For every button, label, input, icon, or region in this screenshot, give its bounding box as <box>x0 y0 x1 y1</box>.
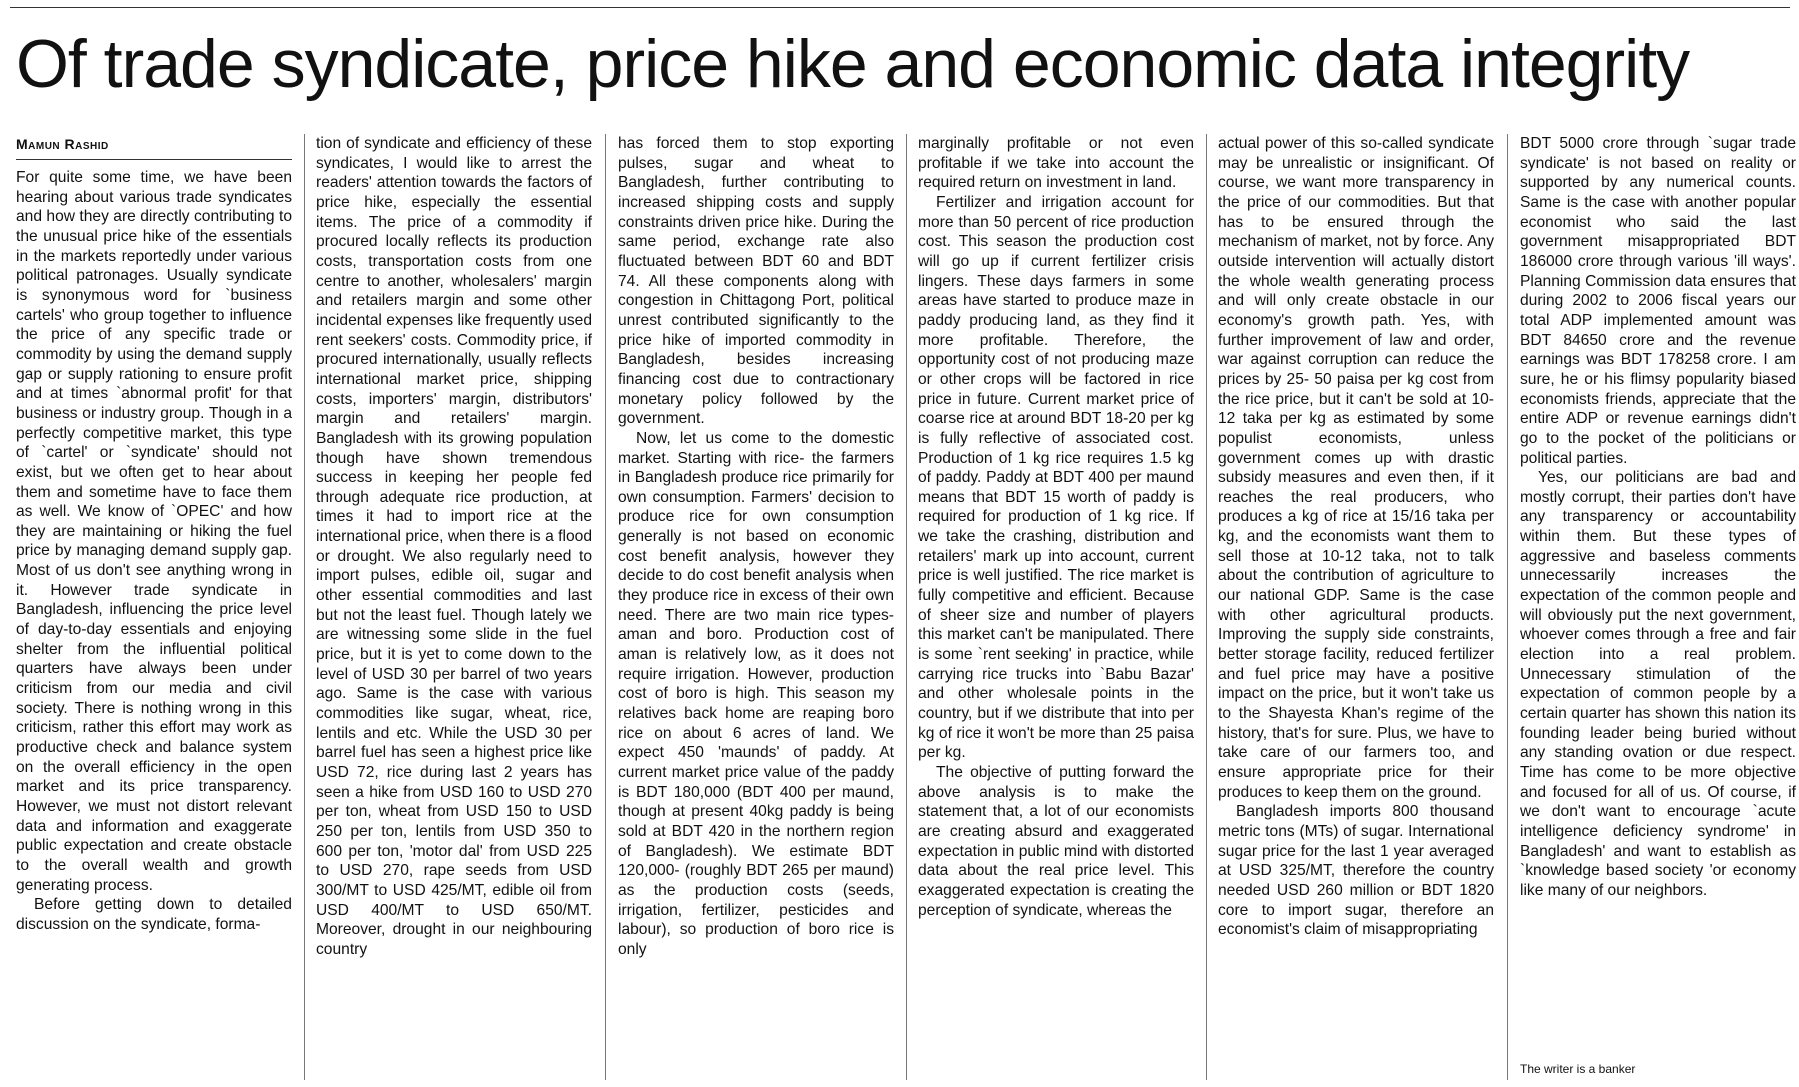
paragraph: Before getting down to detailed discussion on the syndicate, forma- <box>16 896 292 933</box>
article-column-4 <box>918 134 1194 1078</box>
top-rule <box>10 7 1790 8</box>
column-divider <box>1507 134 1508 1080</box>
article-column-3 <box>618 134 894 1078</box>
paragraph: Fertilizer and irrigation account for more than 50 percent of rice production cost. This season the production cost will go up if current fertilizer crisis lingers. These days farmers in some areas have started to produce maze in paddy producing land, as they find it more profitable. Therefore, the opportunity cost of not producing maze or other crops will be factored in rice price in future. Current market price of coarse rice at around BDT 18-20 per kg is fully reflective of associated cost. Production of 1 kg rice requires 1.5 kg of paddy. Paddy at BDT 400 per maund means that BDT 15 worth of paddy is required for production of 1 kg rice. If we take the crashing, distribution and retailers' mark up into account, current price is well justified. The rice market is fully competitive and efficient. Because of sheer size and number of players this market can't be manipulated. There is some `rent seeking' in practice, while carrying rice trucks into `Babu Bazar' and other wholesale points in the country, but if we distribute that into per kg of rice it won't be more than 25 paisa per kg. <box>918 193 1194 762</box>
article-column-5 <box>1218 134 1494 1078</box>
headline: Of trade syndicate, price hike and economic data integrity <box>16 26 1690 102</box>
paragraph: For quite some time, we have been hearing about various trade syndicates and how they are directly contributing to the unusual price hike of the essentials in the markets reportedly under various political patronages. Usually syndicate is synonymous word for `business cartels' who group together to influence the price of any specific trade or commodity by using the demand supply gap or supply rationing to ensure profit and at times `abnormal profit' for that business or industry group. Though in a perfectly competitive market, this type of `cartel' or `syndicate' should not exist, but we often get to hear about them and sometime have to face them as well. We know of `OPEC' and how they are maintaining or hiking the fuel price by managing demand supply gap. Most of us don't see anything wrong in it. However trade syndicate in Bangladesh, influencing the price level of day-to-day essentials and enjoying shelter from the influential political quarters have always been under criticism from our media and civil society. There is nothing wrong in this criticism, rather this effort may work as productive check and balance system on the overall efficiency in the open market and its price transparency. However, we must not distort relevant data and information and exaggerate public expectation and create obstacle to the overall wealth and growth generating process. <box>16 169 292 894</box>
paragraph: Now, let us come to the domestic market. Starting with rice- the farmers in Bangladesh produce rice primarily for own consumption. Farmers' decision to produce rice for own consumption generally is not based on economic cost benefit analysis, however they decide to do cost benefit analysis when they produce rice in excess of their own need. There are two main rice types- aman and boro. Production cost of aman is relatively low, as it does not require irrigation. However, production cost of boro is high. This season my relatives back home are reaping boro rice on about 6 acres of land. We expect 450 'maunds' of paddy. At current market price value of the paddy is BDT 180,000 (BDT 400 per maund, though at present 40kg paddy is being sold at BDT 420 in the northern region of Bangladesh). We estimate BDT 120,000- (roughly BDT 265 per maund) as the production costs (seeds, irrigation, fertilizer, pesticides and labour), so production of boro rice is only <box>618 429 894 958</box>
paragraph: Yes, our politicians are bad and mostly corrupt, their parties don't have any transparency or accountability within them. But these types of aggressive and baseless comments unnecessarily increases the expectation of the common people and will obviously put the next government, whoever comes through a free and fair election into a real problem. Unnecessary stimulation of the expectation of common people by a certain quarter has shown this nation its founding leader being buried without any standing ovation or due respect. Time has come to be more objective and focused for all of us. Of course, if we don't want to encourage `acute intelligence deficiency syndrome' in Bangladesh' and want to establish as `knowledge based society 'or economy like many of our neighbors. <box>1520 469 1796 899</box>
column-divider <box>304 134 305 1080</box>
paragraph: tion of syndicate and efficiency of these syndicates, I would like to arrest the readers' attention towards the factors of price hike, especially the essential items. The price of a commodity if procured locally reflects its production costs, transportation costs from one centre to another, wholesalers' margin and retailers margin and some other incidental expenses like frequently used rent seekers' costs. Commodity price, if procured internationally, usually reflects international market price, shipping costs, importers' margin, distributors' margin and retailers' margin. Bangladesh with its growing population though have shown tremendous success in keeping her people fed through adequate rice production, at times it had to import rice at the international price, when there is a flood or drought. We also regularly need to import pulses, edible oil, sugar and other essential commodities and last but not the least fuel. Though lately we are witnessing some slide in the fuel price, but it is yet to come down to the level of USD 30 per barrel of two years ago. Same is the case with various commodities like sugar, wheat, rice, lentils and etc. While the USD 30 per barrel fuel has seen a highest price like USD 72, rice during last 2 years has seen a hike from USD 160 to USD 270 per ton, wheat from USD 150 to USD 250 per ton, lentils from USD 350 to 600 per ton, 'motor dal' from USD 225 to USD 270, rape seeds from USD 300/MT to USD 425/MT, edible oil from USD 400/MT to USD 650/MT. Moreover, drought in our neighbouring country <box>316 135 592 958</box>
author-note: The writer is a banker <box>1520 1062 1636 1076</box>
byline-rule <box>16 159 292 160</box>
paragraph: BDT 5000 crore through `sugar trade syndicate' is not based on reality or supported by any numerical counts. Same is the case with another popular economist who said the last government misappropriated BDT 186000 crore through various 'ill ways'. Planning Commission data ensures that during 2002 to 2006 fiscal years our total ADP implemented amount was BDT 84650 crore and the revenue earnings was BDT 178258 crore. I am sure, he or his flimsy popularity biased economists friends, appreciate that the entire ADP or revenue earnings didn't go to the pocket of the politicians or political parties. <box>1520 135 1796 467</box>
paragraph: Bangladesh imports 800 thousand metric tons (MTs) of sugar. International sugar price for the last 1 year averaged at USD 325/MT, therefore the country needed USD 260 million or BDT 1820 core to import sugar, therefore an economist's claim of misappropriating <box>1218 803 1494 939</box>
paragraph: The objective of putting forward the above analysis is to make the statement that, a lot of our economists are creating absurd and exaggerated expectation in public mind with distorted data about the real price level. This exaggerated expectation is creating the perception of syndicate, whereas the <box>918 764 1194 919</box>
paragraph: marginally profitable or not even profitable if we take into account the required return on investment in land. <box>918 135 1194 192</box>
byline: Mamun Rashid <box>16 136 109 152</box>
article-column-6 <box>1520 134 1796 1014</box>
paragraph: has forced them to stop exporting pulses, sugar and wheat to Bangladesh, further contributing to increased shipping costs and supply constraints driven price hike. During the same period, exchange rate also fluctuated between BDT 60 and BDT 74. All these components along with congestion in Chittagong Port, political unrest contributed significantly to the price hike of imported commodity in Bangladesh, besides increasing financing cost due to contractionary monetary policy followed by the government. <box>618 135 894 428</box>
article-column-1 <box>16 168 292 1078</box>
column-divider <box>906 134 907 1080</box>
paragraph: actual power of this so-called syndicate may be unrealistic or insignificant. Of course, we want more transparency in the price of our commodities. But that has to be ensured through the mechanism of market, not by force. Any outside intervention will actually distort the whole wealth generating process and will only create obstacle in our economy's growth path. Yes, with further improvement of law and order, war against corruption can reduce the prices by 25- 50 paisa per kg cost from the rice price, but it can't be sold at 10-12 taka per kg as estimated by some populist economists, unless government comes up with drastic subsidy measures and even then, if it reaches the real producers, who produces a kg of rice at 15/16 taka per kg, and the economists want them to sell those at 10-12 taka, not to talk about the contribution of agriculture to our national GDP. Same is the case with other agricultural products. Improving the supply side constraints, better storage facility, reduced fertilizer and fuel price may have a positive impact on the price, but it won't take us to the Shayesta Khan's regime of the history, that's for sure. Plus, we have to take care of our farmers too, and ensure appropriate price for their produces to keep them on the ground. <box>1218 135 1494 801</box>
article-column-2 <box>316 134 592 1078</box>
column-divider <box>605 134 606 1080</box>
column-divider <box>1206 134 1207 1080</box>
